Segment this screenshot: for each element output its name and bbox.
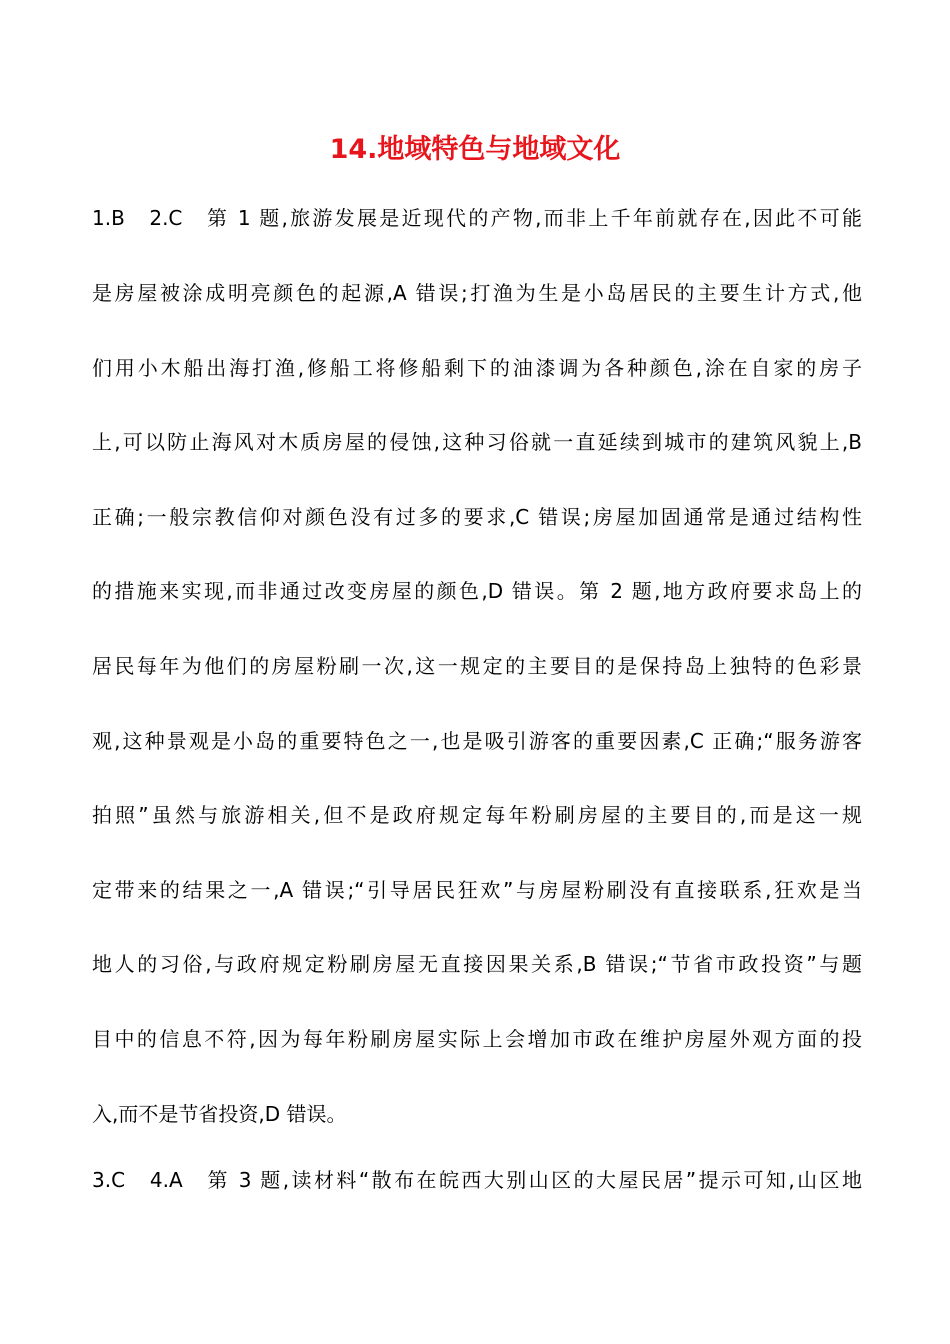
text-line: 居民每年为他们的房屋粉刷一次,这一规定的主要目的是保持岛上独特的色彩景 bbox=[92, 654, 862, 678]
text-line: 上,可以防止海风对木质房屋的侵蚀,这种习俗就一直延续到城市的建筑风貌上,B bbox=[92, 430, 862, 454]
text-line: 目中的信息不符,因为每年粉刷房屋实际上会增加市政在维护房屋外观方面的投 bbox=[92, 1027, 862, 1051]
text-line: 1.B 2.C 第 1 题,旅游发展是近现代的产物,而非上千年前就存在,因此不可能 bbox=[92, 206, 862, 230]
text-line: 入,而不是节省投资,D 错误。 bbox=[92, 1102, 347, 1126]
text-line: 的措施来实现,而非通过改变房屋的颜色,D 错误。第 2 题,地方政府要求岛上的 bbox=[92, 579, 862, 603]
text-line: 3.C 4.A 第 3 题,读材料“散布在皖西大别山区的大屋民居”提示可知,山区地 bbox=[92, 1168, 862, 1192]
text-line: 定带来的结果之一,A 错误;“引导居民狂欢”与房屋粉刷没有直接联系,狂欢是当 bbox=[92, 878, 862, 902]
text-line: 拍照”虽然与旅游相关,但不是政府规定每年粉刷房屋的主要目的,而是这一规 bbox=[92, 803, 862, 827]
text-line: 们用小木船出海打渔,修船工将修船剩下的油漆调为各种颜色,涂在自家的房子 bbox=[92, 356, 862, 380]
text-line: 观,这种景观是小岛的重要特色之一,也是吸引游客的重要因素,C 正确;“服务游客 bbox=[92, 729, 862, 753]
text-line: 正确;一般宗教信仰对颜色没有过多的要求,C 错误;房屋加固通常是通过结构性 bbox=[92, 505, 862, 529]
text-line: 是房屋被涂成明亮颜色的起源,A 错误;打渔为生是小岛居民的主要生计方式,他 bbox=[92, 281, 862, 305]
text-line: 地人的习俗,与政府规定粉刷房屋无直接因果关系,B 错误;“节省市政投资”与题 bbox=[92, 952, 862, 976]
document-title: 14.地域特色与地域文化 bbox=[329, 134, 621, 165]
